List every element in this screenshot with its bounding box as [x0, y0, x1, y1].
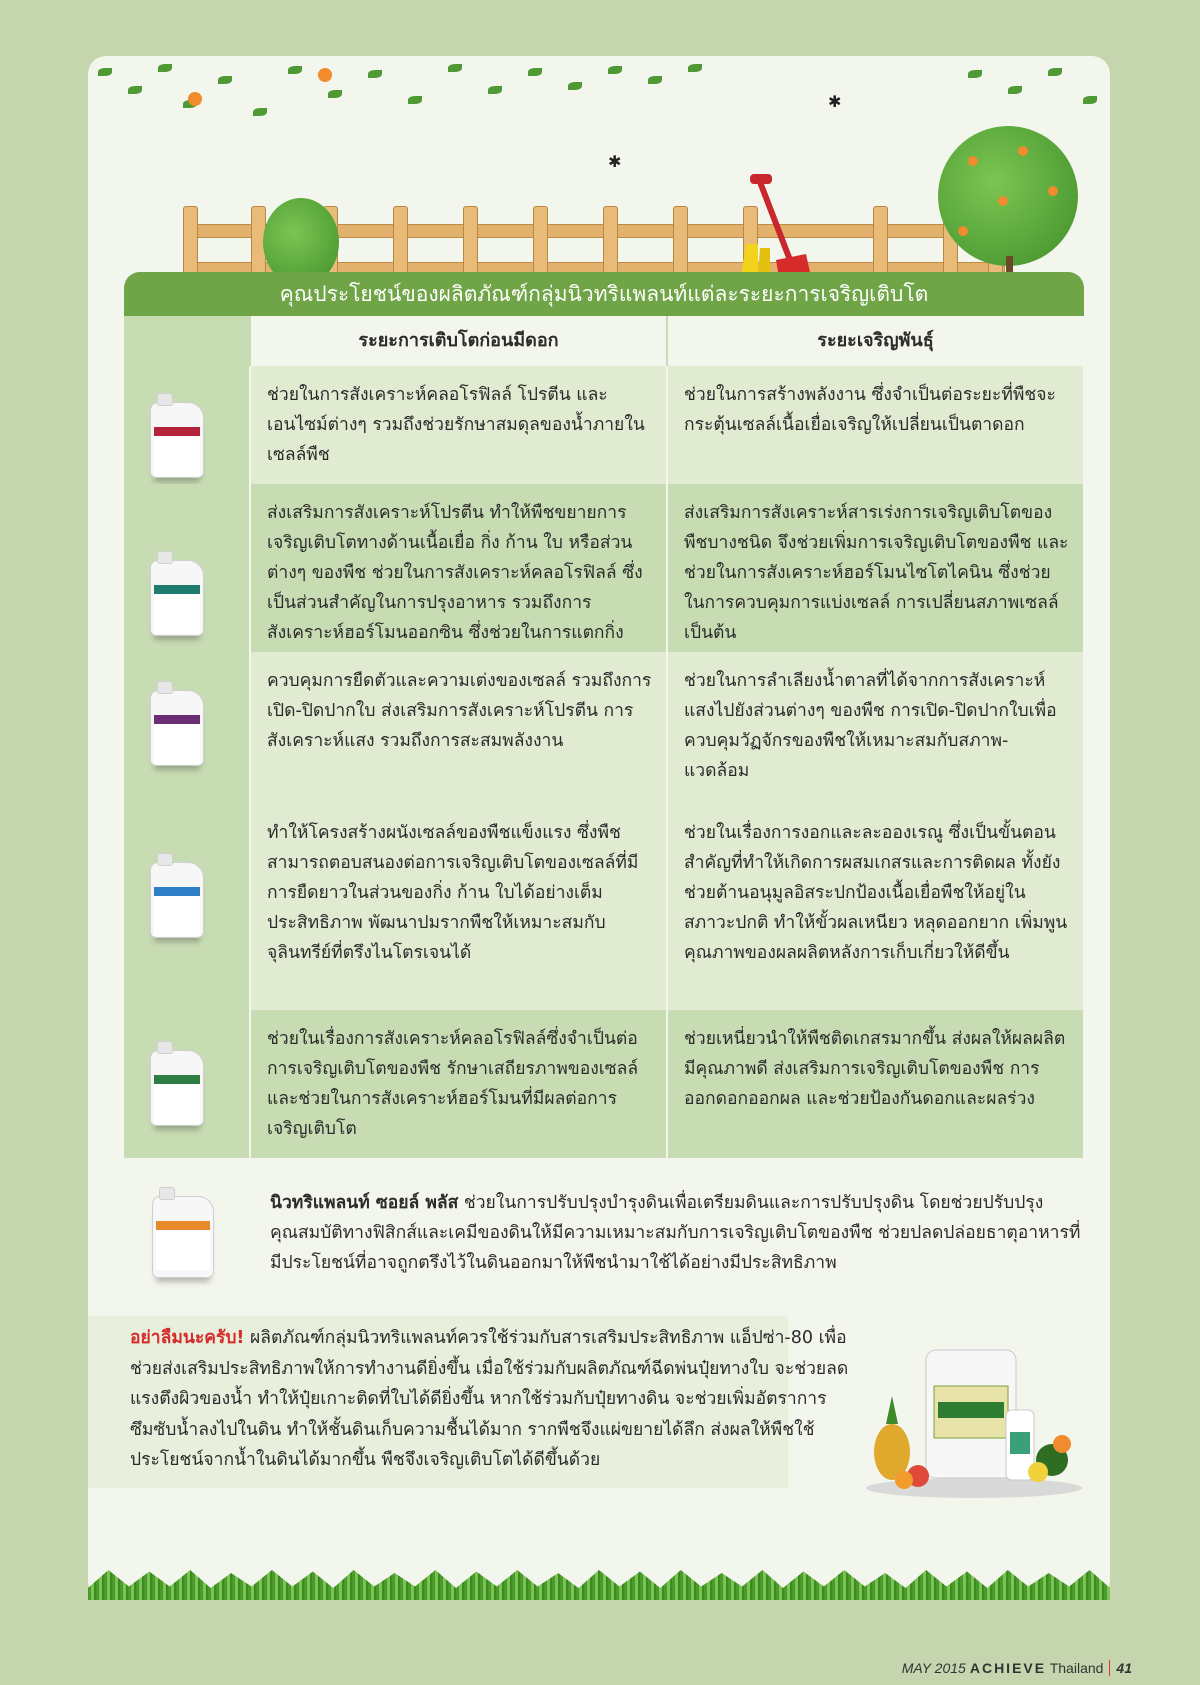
- table-title: คุณประโยชน์ของผลิตภัณฑ์กลุ่มนิวทริแพลนท์แต่ละระยะการเจริญเติบโต: [124, 272, 1084, 316]
- soil-plus-bottle-image: [152, 1196, 214, 1278]
- orange-fruit: [318, 68, 332, 82]
- orange-fruit: [188, 92, 202, 106]
- table-row: [124, 484, 1084, 652]
- magazine-edition: Thailand: [1049, 1660, 1104, 1676]
- reminder-highlight: อย่าลืมนะครับ!: [130, 1328, 245, 1348]
- soil-plus-description: [270, 1188, 1090, 1278]
- product-image-cell: [124, 804, 249, 1010]
- product-image-cell: [124, 652, 249, 804]
- pre-flowering-benefit: ส่งเสริมการสังเคราะห์โปรตีน ทำให้พืชขยายการเจริญเติบโตทางด้านเนื้อเยื่อ กิ่ง ก้าน ใบ หรือส่วนต่างๆ ของพืช ช่วยในการสังเคราะห์คลอโรฟิลล์ ซึ่งเป็นส่วนสำคัญในการปรุงอาหาร รวมถึงการสังเคราะห์ฮอร์โมนออกซิน ซึ่งช่วยในการแตกกิ่ง: [249, 484, 666, 652]
- nutriplant-bottle-image: [150, 862, 204, 938]
- benefits-table: [124, 316, 1084, 1158]
- reproductive-benefit: ช่วยในเรื่องการงอกและละอองเรณู ซึ่งเป็นขั้นตอนสำคัญที่ทำให้เกิดการผสมเกสรและการติดผล ทั้งยังช่วยต้านอนุมูลอิสระปกป้องเนื้อเยื่อพืชให้อยู่ในสภาวะปกติ ทำให้ขั้วผลเหนียว หลุดออกยาก เพิ่มพูนคุณภาพของผลผลิตหลังการเก็บเกี่ยวให้ดีขึ้น: [666, 804, 1083, 1010]
- bee-icon: ✱: [828, 92, 842, 111]
- magazine-brand: ACHIEVE: [969, 1660, 1047, 1676]
- bee-icon: ✱: [608, 152, 622, 171]
- nutriplant-bottle-image: [150, 402, 204, 478]
- page-number: 41: [1109, 1660, 1132, 1676]
- table-header-row: [124, 316, 1084, 366]
- column-header-pre-flowering: ระยะการเติบโตก่อนมีดอก: [249, 316, 666, 366]
- product-image-cell: [124, 484, 249, 652]
- reproductive-benefit: ส่งเสริมการสังเคราะห์สารเร่งการเจริญเติบโตของพืชบางชนิด จึงช่วยเพิ่มการเจริญเติบโตของพืช และช่วยในการสังเคราะห์ฮอร์โมนไซโตไคนิน ซึ่งช่วยในการควบคุมการแบ่งเซลล์ การเปลี่ยนสภาพเซลล์ เป็นต้น: [666, 484, 1083, 652]
- table-row: [124, 366, 1084, 484]
- reproductive-benefit: ช่วยเหนี่ยวนำให้พืชติดเกสรมากขึ้น ส่งผลให้ผลผลิตมีคุณภาพดี ส่งเสริมการเจริญเติบโตของพืช การออกดอกออกผล และช่วยป้องกันดอกและผลร่วง: [666, 1010, 1083, 1158]
- reminder-body: ผลิตภัณฑ์กลุ่มนิวทริแพลนท์ควรใช้ร่วมกับสารเสริมประสิทธิภาพ แอ็ปซ่า-80 เพื่อช่วยส่งเสริมประสิทธิภาพให้การทำงานดียิ่งขึ้น เมื่อใช้ร่วมกับผลิตภัณฑ์ฉีดพ่นปุ๋ยทางใบ จะช่วยลดแรงตึงผิวของน้ำ ทำให้ปุ๋ยเกาะติดที่ใบได้ดียิ่งขึ้น หากใช้ร่วมกับปุ๋ยทางดิน จะช่วยเพิ่มอัตราการซึมซับน้ำลงไปในดิน ทำให้ชั้นดินเก็บความชื้นได้มาก รากพืชจึงแผ่ขยายได้ลึก ส่งผลให้พืชใช้ประโยชน์จากน้ำในดินได้มากขึ้น พืชจึงเจริญเติบโตได้ดีขึ้นด้วย: [130, 1328, 849, 1470]
- product-image-cell: [124, 1010, 249, 1158]
- soil-plus-product-name: นิวทริแพลนท์ ซอยล์ พลัส: [270, 1193, 459, 1213]
- table-row: [124, 1010, 1084, 1158]
- reproductive-benefit: ช่วยในการลำเลียงน้ำตาลที่ได้จากการสังเคราะห์แสงไปยังส่วนต่างๆ ของพืช การเปิด-ปิดปากใบเพื่อควบคุมวัฏจักรของพืชให้เหมาะสมกับสภาพ-แวดล้อม: [666, 652, 1083, 804]
- issue-date: MAY 2015: [901, 1660, 966, 1676]
- nutriplant-bottle-image: [150, 1050, 204, 1126]
- nutriplant-bottle-image: [150, 690, 204, 766]
- pre-flowering-benefit: ควบคุมการยืดตัวและความเต่งของเซลล์ รวมถึงการเปิด-ปิดปากใบ ส่งเสริมการสังเคราะห์โปรตีน การสังเคราะห์แสง รวมถึงการสะสมพลังงาน: [249, 652, 666, 804]
- table-row: [124, 652, 1084, 804]
- nutriplant-bottle-image: [150, 560, 204, 636]
- vine-decoration: [88, 56, 1110, 136]
- product-image-cell: [124, 366, 249, 484]
- reproductive-benefit: ช่วยในการสร้างพลังงาน ซึ่งจำเป็นต่อระยะที่พืชจะกระตุ้นเซลล์เนื้อเยื่อเจริญให้เปลี่ยนเป็นตาดอก: [666, 366, 1083, 484]
- apsa-80-product-illustration: [856, 1340, 1086, 1500]
- soil-plus-text: ช่วยในการปรับปรุงบำรุงดินเพื่อเตรียมดินและการปรับปรุงดิน โดยช่วยปรับปรุงคุณสมบัติทางฟิสิกส์และเคมีของดินให้มีความเหมาะสมกับการเจริญเติบโตของพืช ช่วยปลดปล่อยธาตุอาหารที่มีประโยชน์ที่อาจถูกตรึงไว้ในดินออกมาให้พืชนำมาใช้ได้อย่างมีประสิทธิภาพ: [270, 1193, 1081, 1273]
- page-footer: [902, 1660, 1132, 1676]
- pre-flowering-benefit: ช่วยในเรื่องการสังเคราะห์คลอโรฟิลล์ซึ่งจำเป็นต่อการเจริญเติบโตของพืช รักษาเสถียรภาพของเซลล์ และช่วยในการสังเคราะห์ฮอร์โมนที่มีผลต่อการเจริญเติบโต: [249, 1010, 666, 1158]
- reminder-text: [130, 1323, 850, 1476]
- table-row: [124, 804, 1084, 1010]
- column-header-reproductive: ระยะเจริญพันธุ์: [666, 316, 1083, 366]
- pre-flowering-benefit: ช่วยในการสังเคราะห์คลอโรฟิลล์ โปรตีน และเอนไซม์ต่างๆ รวมถึงช่วยรักษาสมดุลของน้ำภายในเซลล์พืช: [249, 366, 666, 484]
- pre-flowering-benefit: ทำให้โครงสร้างผนังเซลล์ของพืชแข็งแรง ซึ่งพืชสามารถตอบสนองต่อการเจริญเติบโตของเซลล์ที่มีการยืดยาวในส่วนของกิ่ง ก้าน ใบได้อย่างเต็มประสิทธิภาพ พัฒนาปมรากพืชให้เหมาะสมกับจุลินทรีย์ที่ตรึงไนโตรเจนได้: [249, 804, 666, 1010]
